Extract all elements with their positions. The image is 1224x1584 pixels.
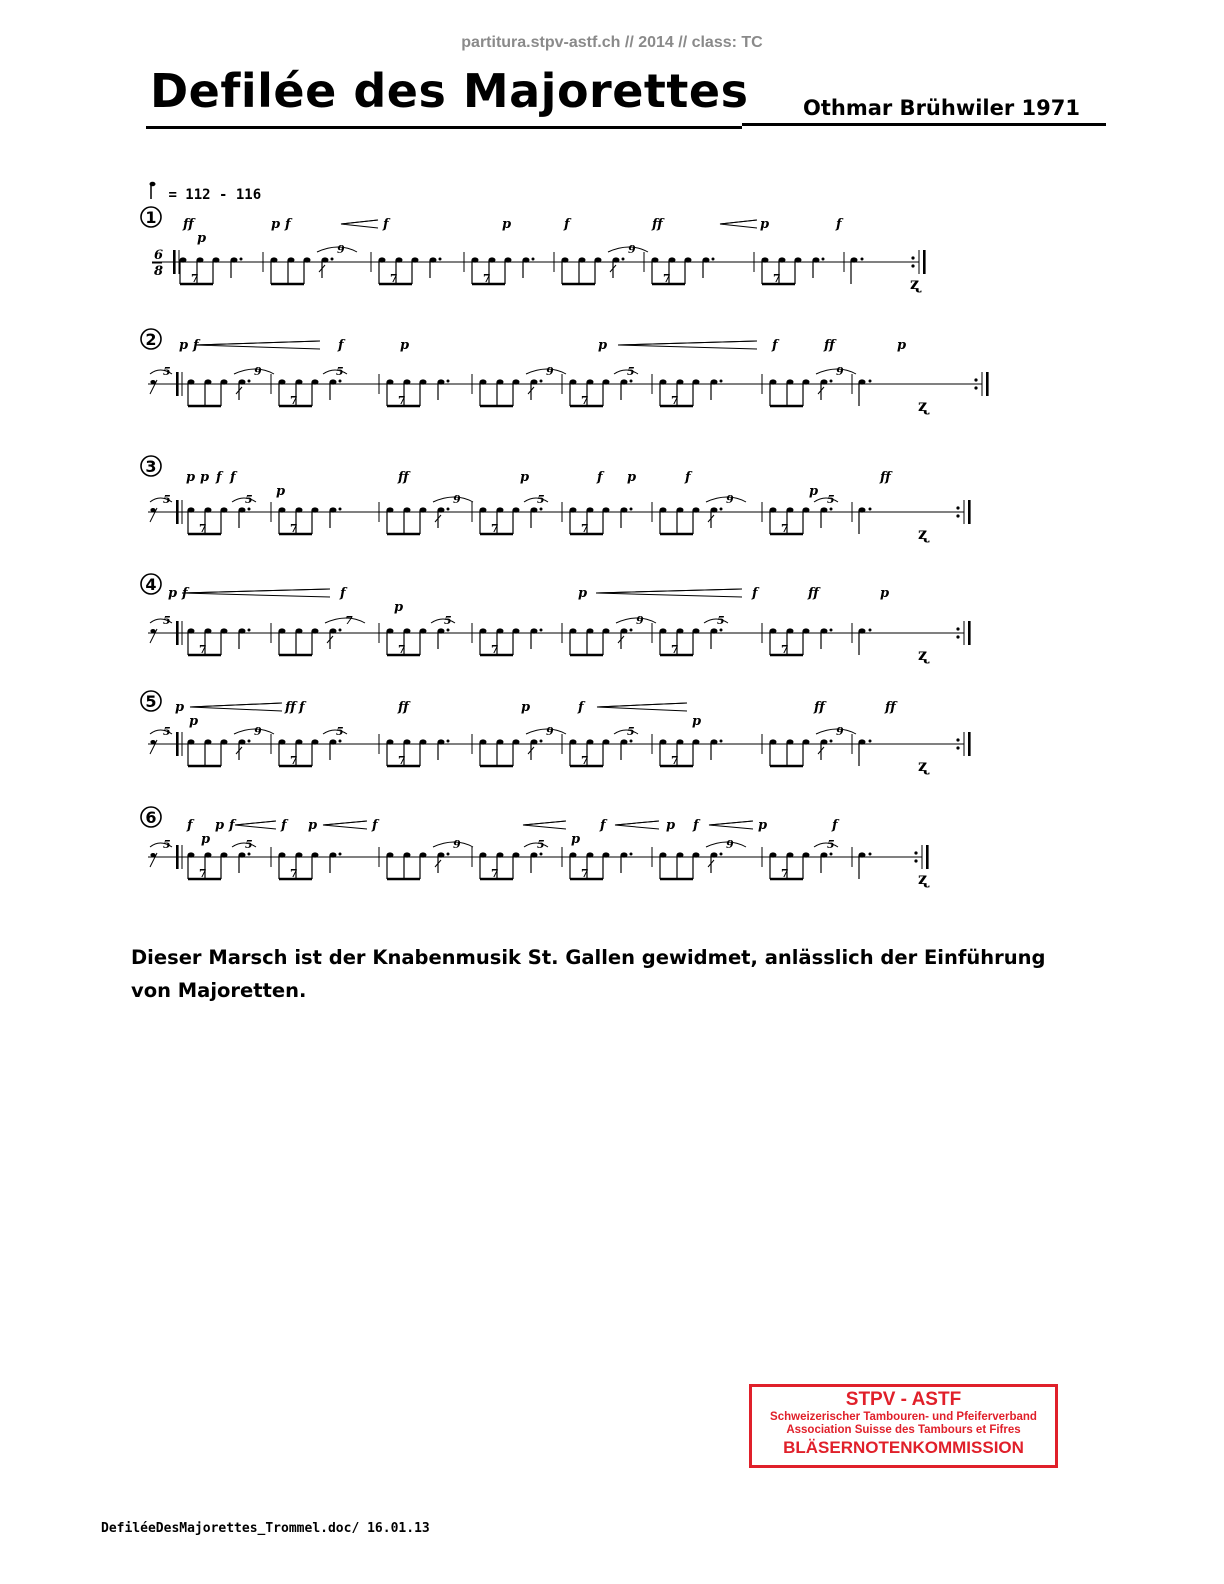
repeat-end-thick-bar [968,500,971,524]
tuplet-number: 5 [537,493,545,506]
augmentation-dot [712,258,715,261]
crescendo-hairpin [523,821,566,829]
tuplet-number: 9 [726,493,734,506]
tuplet-number: 9 [546,365,554,378]
dynamic-marking: p [189,714,199,729]
stamp-line-french: Association Suisse des Tambours et Fifres [786,1424,1021,1436]
tuplet-number: 5 [717,614,725,627]
dynamic-marking: p [692,714,702,729]
dynamic-marking: p [809,484,819,499]
tuplet-number: 5 [827,838,835,851]
augmentation-dot [447,629,450,632]
repeat-dot [914,859,917,862]
dynamic-marking: f [693,818,699,833]
dynamic-marking: p [666,818,676,833]
repeat-start-thick-bar [176,845,179,869]
repeat-dot [974,378,977,381]
dynamic-marking: p [520,470,530,485]
dynamic-marking: p [215,818,225,833]
eighth-rest: 7 [199,867,207,880]
repeat-dot [911,264,914,267]
dynamic-marking: f [832,818,838,833]
crescendo-hairpin [195,341,320,349]
dynamic-marking: ff [183,217,194,232]
eighth-rest: 7 [398,754,406,767]
dynamic-marking: p [200,470,210,485]
augmentation-dot [830,508,833,511]
score-line-4 [141,574,971,664]
dynamic-marking: p [627,470,637,485]
crescendo-hairpin [615,821,659,829]
dynamic-marking: p [168,586,178,601]
crescendo-hairpin [341,220,378,228]
dynamic-marking: f [564,217,570,232]
dynamic-marking: f [685,470,691,485]
dynamic-marking: p [897,338,907,353]
augmentation-dot [540,508,543,511]
augmentation-dot [830,853,833,856]
augmentation-dot [540,853,543,856]
augmentation-dot [720,380,723,383]
augmentation-dot [720,853,723,856]
time-signature-bottom: 8 [154,264,164,279]
augmentation-dot [861,258,864,261]
tuplet-number: 5 [537,838,545,851]
dynamic-marking: ff [880,470,891,485]
score-line-5 [141,691,971,775]
eighth-rest: 7 [781,643,789,656]
quarter-rest: ʐ [910,274,920,293]
crescendo-hairpin [190,703,282,711]
quarter-rest: ʐ [918,524,928,543]
line-number: 3 [145,457,157,476]
augmentation-dot [248,380,251,383]
repeat-start-thick-bar [173,250,176,274]
dynamic-marking: ff [398,700,409,715]
augmentation-dot [447,380,450,383]
eighth-rest: 7 [290,394,298,407]
dynamic-marking: ff [808,586,819,601]
eighth-rest: 7 [581,754,589,767]
augmentation-dot [869,380,872,383]
eighth-rest: 7 [491,867,499,880]
dynamic-marking: ff [398,470,409,485]
augmentation-dot [869,740,872,743]
augmentation-dot [630,629,633,632]
augmentation-dot [447,508,450,511]
line-number: 6 [145,808,157,827]
augmentation-dot [240,258,243,261]
piece-title: Defilée des Majorettes [150,64,749,118]
quarter-rest: ʐ [918,756,928,775]
dedication-text: Dieser Marsch ist der Knabenmusik St. Gallen gewidmet, anlässlich der Einführung von Majoretten. [131,946,1046,1002]
dynamic-marking: ff [814,700,825,715]
dynamic-marking: ff [652,217,663,232]
augmentation-dot [830,629,833,632]
augmentation-dot [248,508,251,511]
tuplet-number: 5 [336,725,344,738]
augmentation-dot [540,740,543,743]
augmentation-dot [248,629,251,632]
augmentation-dot [630,853,633,856]
dynamic-marking: p [308,818,318,833]
dynamic-marking: f [230,470,236,485]
dynamic-marking: f [836,217,842,232]
augmentation-dot [339,740,342,743]
eighth-rest: 7 [773,272,781,285]
dynamic-marking: p [571,832,581,847]
augmentation-dot [622,258,625,261]
dynamic-marking: f [772,338,778,353]
dynamic-marking: f [578,700,584,715]
augmentation-dot [339,380,342,383]
crescendo-hairpin [182,589,330,597]
dynamic-marking: p [276,484,286,499]
score-line-3 [141,456,971,543]
repeat-dot [956,746,959,749]
quarter-rest: ʐ [918,869,928,888]
dynamic-marking: ff [285,700,296,715]
tuplet-number: 9 [628,243,636,256]
dynamic-marking: f [340,586,346,601]
dynamic-marking: f [600,818,606,833]
repeat-end-thick-bar [968,621,971,645]
tuplet-number: 7 [345,614,353,627]
line-number: 1 [145,208,157,227]
repeat-dot [956,635,959,638]
score-line-6 [141,807,930,888]
dynamic-marking: p [598,338,608,353]
tuplet-number: 5 [163,365,171,378]
augmentation-dot [248,853,251,856]
eighth-rest: 7 [491,522,499,535]
eighth-rest: 7 [781,867,789,880]
dynamic-marking: p [197,231,207,246]
repeat-dot [956,514,959,517]
augmentation-dot [339,629,342,632]
association-stamp [749,1384,1058,1468]
dynamic-marking: ff [824,338,835,353]
dynamic-marking: p [201,832,211,847]
dynamic-marking: f [285,217,291,232]
tuplet-number: 9 [453,838,461,851]
tuplet-number: 5 [245,493,253,506]
repeat-end-thick-bar [968,732,971,756]
tuplet-number: 5 [163,725,171,738]
repeat-start-thick-bar [176,372,179,396]
augmentation-dot [869,508,872,511]
dynamic-marking: f [229,818,235,833]
augmentation-dot [630,740,633,743]
grace-notehead [150,380,155,384]
tuplet-number: 9 [636,614,644,627]
eighth-rest: 7 [290,867,298,880]
dynamic-marking: p [271,217,281,232]
augmentation-dot [248,740,251,743]
repeat-dot [974,386,977,389]
dynamic-marking: ff [885,700,896,715]
crescendo-hairpin [597,703,687,711]
grace-notehead [150,508,155,512]
augmentation-dot [830,740,833,743]
repeat-start-thick-bar [176,621,179,645]
repeat-dot [956,738,959,741]
crescendo-hairpin [618,341,757,349]
stamp-line-german: Schweizerischer Tambouren- und Pfeiferverband [770,1411,1037,1423]
eighth-rest: 7 [398,643,406,656]
dynamic-marking: f [372,818,378,833]
stamp-title: STPV - ASTF [845,1389,962,1410]
tuplet-number: 9 [254,365,262,378]
line-number: 5 [145,692,157,711]
tuplet-number: 9 [726,838,734,851]
eighth-rest: 7 [663,272,671,285]
dynamic-marking: f [216,470,222,485]
augmentation-dot [720,629,723,632]
tuplet-number: 5 [627,365,635,378]
tempo-value: = 112 - 116 [168,187,262,203]
tuplet-number: 9 [836,365,844,378]
tuplet-number: 9 [546,725,554,738]
augmentation-dot [339,508,342,511]
eighth-rest: 7 [781,522,789,535]
eighth-rest: 7 [398,394,406,407]
dynamic-marking: f [182,586,188,601]
repeat-dot [956,506,959,509]
dynamic-marking: p [578,586,588,601]
tuplet-number: 5 [163,493,171,506]
dynamic-marking: p [758,818,768,833]
eighth-rest: 7 [199,643,207,656]
dynamic-marking: p [186,470,196,485]
dynamic-marking: p [880,586,890,601]
dynamic-marking: f [193,338,199,353]
tuplet-number: 5 [336,365,344,378]
dynamic-marking: f [281,818,287,833]
eighth-rest: 7 [483,272,491,285]
repeat-end-thick-bar [986,372,989,396]
tuplet-number: 5 [163,614,171,627]
augmentation-dot [439,258,442,261]
eighth-rest: 7 [671,394,679,407]
augmentation-dot [720,740,723,743]
augmentation-dot [532,258,535,261]
eighth-rest: 7 [671,643,679,656]
source-header: partitura.stpv-astf.ch // 2014 // class: TC [461,34,763,51]
augmentation-dot [540,629,543,632]
dynamic-marking: p [400,338,410,353]
dynamic-marking: p [521,700,531,715]
tuplet-number: 5 [444,614,452,627]
eighth-rest: 7 [290,754,298,767]
crescendo-hairpin [323,821,367,829]
quarter-rest: ʐ [918,645,928,664]
repeat-end-thick-bar [923,250,926,274]
repeat-start-thick-bar [176,732,179,756]
eighth-rest: 7 [290,522,298,535]
eighth-rest: 7 [581,394,589,407]
tuplet-number: 5 [627,725,635,738]
line-number: 4 [145,575,157,594]
time-signature-top: 6 [154,248,164,263]
augmentation-dot [630,508,633,511]
dynamic-marking: f [187,818,193,833]
augmentation-dot [630,380,633,383]
eighth-rest: 7 [581,867,589,880]
line-number: 2 [145,330,157,349]
eighth-rest: 7 [199,522,207,535]
tuplet-number: 5 [245,838,253,851]
dynamic-marking: p [175,700,185,715]
repeat-end-thick-bar [926,845,929,869]
augmentation-dot [540,380,543,383]
dynamic-marking: p [502,217,512,232]
augmentation-dot [339,853,342,856]
score-line-1 [141,207,926,293]
tuplet-number: 9 [836,725,844,738]
dynamic-marking: p [760,217,770,232]
crescendo-hairpin [709,821,753,829]
augmentation-dot [720,508,723,511]
stamp-commission: BLÄSERNOTENKOMMISSION [783,1438,1024,1457]
dynamic-marking: f [299,700,305,715]
tuplet-number: 5 [827,493,835,506]
crescendo-hairpin [720,220,757,228]
eighth-rest: 7 [390,272,398,285]
score-line-2 [141,329,989,415]
augmentation-dot [830,380,833,383]
eighth-rest: 7 [581,522,589,535]
eighth-rest: 7 [671,754,679,767]
grace-notehead [150,853,155,857]
quarter-rest: ʐ [918,396,928,415]
eighth-rest: 7 [191,272,199,285]
dynamic-marking: f [338,338,344,353]
repeat-start-thick-bar [176,500,179,524]
grace-notehead [150,629,155,633]
dynamic-marking: f [383,217,389,232]
repeat-dot [914,851,917,854]
augmentation-dot [447,853,450,856]
tuplet-number: 9 [453,493,461,506]
augmentation-dot [869,853,872,856]
dynamic-marking: f [597,470,603,485]
augmentation-dot [869,629,872,632]
crescendo-hairpin [596,589,742,597]
dynamic-marking: p [394,600,404,615]
dynamic-marking: p [179,338,189,353]
augmentation-dot [331,258,334,261]
augmentation-dot [822,258,825,261]
tuplet-number: 5 [163,838,171,851]
tuplet-number: 9 [337,243,345,256]
eighth-rest: 7 [491,643,499,656]
augmentation-dot [447,740,450,743]
repeat-dot [956,627,959,630]
repeat-dot [911,256,914,259]
dynamic-marking: f [752,586,758,601]
crescendo-hairpin [235,821,276,829]
file-footer: DefiléeDesMajorettes_Trommel.doc/ 16.01.13 [101,1521,430,1536]
grace-notehead [150,740,155,744]
tuplet-number: 9 [254,725,262,738]
composer-line: Othmar Brühwiler 1971 [803,96,1080,120]
